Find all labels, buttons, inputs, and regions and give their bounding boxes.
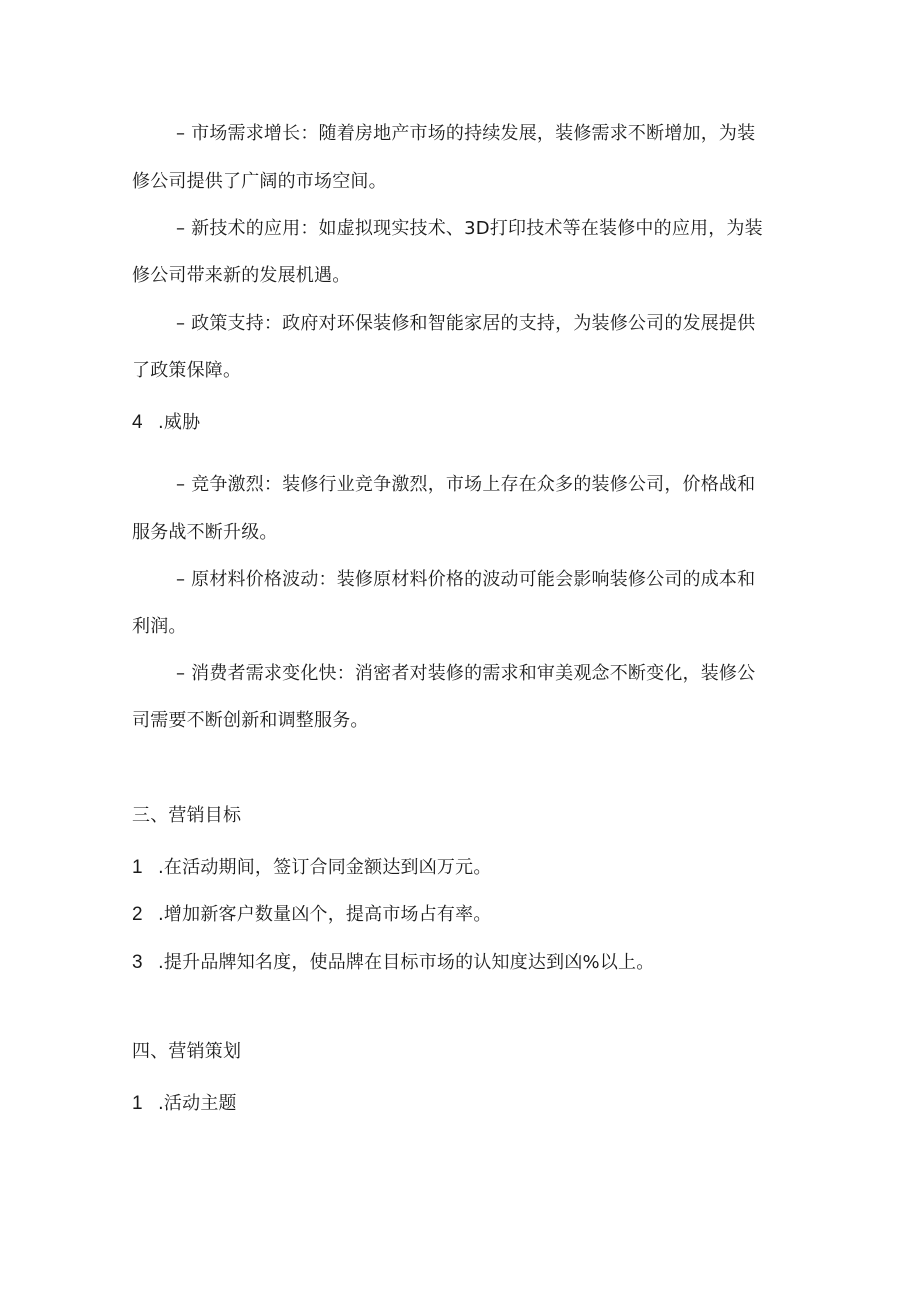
- threats-heading: [132, 411, 200, 435]
- threat-1-line-1: – 竞争激烈：装修行业竞争激烈，市场上存在众多的装修公司，价格战和: [176, 474, 756, 495]
- goal-item-1: [132, 856, 492, 880]
- goal-item-3: [132, 951, 654, 975]
- threat-1-line-2: 服务战不断升级。: [132, 522, 278, 543]
- threat-3-line-1: – 消费者需求变化快：消密者对装修的需求和审美观念不断变化，装修公: [176, 663, 756, 684]
- threat-2-line-2: 利润。: [132, 616, 187, 637]
- goal-2-text: .增加新客户数量凶个，提高市场占有率。: [158, 904, 492, 925]
- threats-number: 4: [132, 412, 143, 433]
- planning-1-text: .活动主题: [158, 1093, 237, 1114]
- goal-1-number: 1: [132, 857, 143, 878]
- section-heading-planning: 四、营销策划: [132, 1041, 242, 1062]
- threats-title: .威胁: [158, 412, 201, 433]
- section-heading-goals: 三、营销目标: [132, 805, 242, 826]
- opportunity-3-line-2: 了政策保障。: [132, 360, 242, 381]
- planning-item-1: [132, 1092, 237, 1116]
- goal-3-text: .提升品牌知名度，使品牌在目标市场的认知度达到凶%以上。: [158, 952, 655, 973]
- opportunity-2-line-2: 修公司带来新的发展机遇。: [132, 265, 351, 286]
- goal-1-text: .在活动期间，签订合同金额达到凶万元。: [158, 857, 492, 878]
- opportunity-2-line-1: – 新技术的应用：如虚拟现实技术、3D打印技术等在装修中的应用，为装: [176, 218, 763, 239]
- threat-2-line-1: – 原材料价格波动：装修原材料价格的波动可能会影响装修公司的成本和: [176, 569, 756, 590]
- opportunity-1-line-2: 修公司提供了广阔的市场空间。: [132, 171, 387, 192]
- planning-1-number: 1: [132, 1093, 143, 1114]
- threat-3-line-2: 司需要不断创新和调整服务。: [132, 710, 369, 731]
- opportunity-1-line-1: – 市场需求增长：随着房地产市场的持续发展，装修需求不断增加，为装: [176, 123, 756, 144]
- goal-item-2: [132, 903, 492, 927]
- opportunity-3-line-1: – 政策支持：政府对环保装修和智能家居的支持，为装修公司的发展提供: [176, 313, 756, 334]
- goal-2-number: 2: [132, 904, 143, 925]
- goal-3-number: 3: [132, 952, 143, 973]
